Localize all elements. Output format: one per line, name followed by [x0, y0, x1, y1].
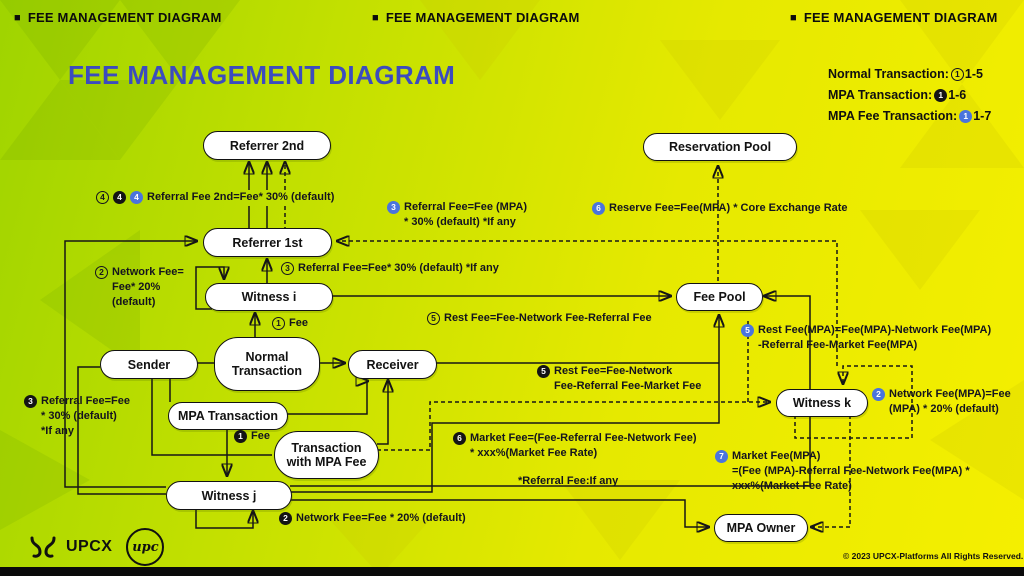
upcx-logo-icon — [28, 534, 58, 560]
label-reserve-fee: 6 Reserve Fee=Fee(MPA) * Core Exchange Rate — [592, 201, 848, 216]
label-network-fee-witness-j: 2 Network Fee=Fee * 20% (default) — [279, 511, 466, 526]
label-referral-fee-if-any: *Referral Fee:If any — [518, 475, 619, 487]
label-market-fee-black: 6 Market Fee=(Fee-Referral Fee-Network Fee) * xxx%(Market Fee Rate) — [453, 431, 697, 461]
label-network-fee-witness-i: 2 Network Fee= Fee* 20% (default) — [95, 265, 184, 310]
square-bullet-icon: ■ — [790, 12, 797, 24]
copyright-text: © 2023 UPCX-Platforms All Rights Reserved. — [843, 551, 1024, 561]
node-receiver: Receiver — [348, 350, 437, 379]
legend-normal-transaction: Normal Transaction: 1 1-5 — [828, 67, 983, 81]
node-witness-i: Witness i — [205, 283, 333, 311]
label-fee-normal: 1 Fee — [272, 316, 308, 331]
footer-logos — [28, 528, 164, 566]
badge-black-icon: 6 — [453, 432, 466, 445]
badge-outline-icon: 1 — [951, 68, 964, 81]
node-mpa-owner: MPA Owner — [714, 514, 808, 542]
node-referrer-1st: Referrer 1st — [203, 228, 332, 257]
badge-black-icon: 5 — [537, 365, 550, 378]
badge-blue-icon: 2 — [872, 388, 885, 401]
upcx-brand-text: UPCX — [66, 538, 113, 555]
node-normal-transaction: Normal Transaction — [214, 337, 320, 391]
legend — [828, 64, 991, 127]
page-title: FEE MANAGEMENT DIAGRAM — [68, 60, 456, 90]
badge-blue-icon: 5 — [741, 324, 754, 337]
node-mpa-transaction: MPA Transaction — [168, 402, 288, 430]
node-witness-j: Witness j — [166, 481, 292, 510]
label-market-fee-mpa: 7 Market Fee(MPA) =(Fee (MPA)-Referral Fee-Network Fee(MPA) * xxx%(Market Fee Rate) — [715, 449, 970, 494]
badge-blue-icon: 3 — [387, 201, 400, 214]
node-witness-k: Witness k — [776, 389, 868, 417]
node-transaction-with-mpa-fee: Transaction with MPA Fee — [274, 431, 379, 479]
badge-black-icon: 1 — [234, 430, 247, 443]
square-bullet-icon: ■ — [372, 12, 379, 24]
node-sender: Sender — [100, 350, 198, 379]
badge-outline-icon: 1 — [272, 317, 285, 330]
badge-blue-icon: 1 — [959, 110, 972, 123]
label-referral-fee-black: 3 Referral Fee=Fee * 30% (default) *If any — [24, 394, 130, 439]
bottom-black-bar — [0, 567, 1024, 576]
badge-blue-icon: 6 — [592, 202, 605, 215]
upc-logo-icon: upc — [126, 528, 164, 566]
label-network-fee-witness-k: 2 Network Fee(MPA)=Fee (MPA) * 20% (default) — [872, 387, 1011, 417]
badge-outline-icon: 5 — [427, 312, 440, 325]
badge-black-icon: 4 — [113, 191, 126, 204]
topbar-title-2: ■ FEE MANAGEMENT DIAGRAM — [372, 10, 580, 25]
label-referral-fee-2nd: 4 4 4 Referral Fee 2nd=Fee* 30% (default) — [96, 190, 334, 205]
badge-blue-icon: 4 — [130, 191, 143, 204]
topbar-title-3: ■ FEE MANAGEMENT DIAGRAM — [790, 10, 998, 25]
badge-blue-icon: 7 — [715, 450, 728, 463]
legend-mpa-transaction: MPA Transaction: 1 1-6 — [828, 88, 967, 102]
label-rest-fee-mpa-blue: 5 Rest Fee(MPA)=Fee(MPA)-Network Fee(MPA) -Referral Fee-Market Fee(MPA) — [741, 323, 991, 353]
label-referral-fee-mpa: 3 Referral Fee=Fee (MPA) * 30% (default) *If any — [387, 200, 527, 230]
square-bullet-icon: ■ — [14, 12, 21, 24]
badge-outline-icon: 2 — [95, 266, 108, 279]
label-rest-fee-normal: 5 Rest Fee=Fee-Network Fee-Referral Fee — [427, 311, 652, 326]
label-referral-fee-default: 3 Referral Fee=Fee* 30% (default) *If any — [281, 261, 499, 276]
label-fee-mpa: 1 Fee — [234, 429, 270, 444]
badge-black-icon: 3 — [24, 395, 37, 408]
topbar-title-1: ■ FEE MANAGEMENT DIAGRAM — [14, 10, 222, 25]
node-fee-pool: Fee Pool — [676, 283, 763, 311]
badge-black-icon: 1 — [934, 89, 947, 102]
node-reservation-pool: Reservation Pool — [643, 133, 797, 161]
badge-outline-icon: 3 — [281, 262, 294, 275]
legend-mpa-fee-transaction: MPA Fee Transaction: 1 1-7 — [828, 109, 992, 123]
node-referrer-2nd: Referrer 2nd — [203, 131, 331, 160]
badge-black-icon: 2 — [279, 512, 292, 525]
label-rest-fee-black: 5 Rest Fee=Fee-Network Fee-Referral Fee-Market Fee — [537, 364, 701, 394]
badge-outline-icon: 4 — [96, 191, 109, 204]
